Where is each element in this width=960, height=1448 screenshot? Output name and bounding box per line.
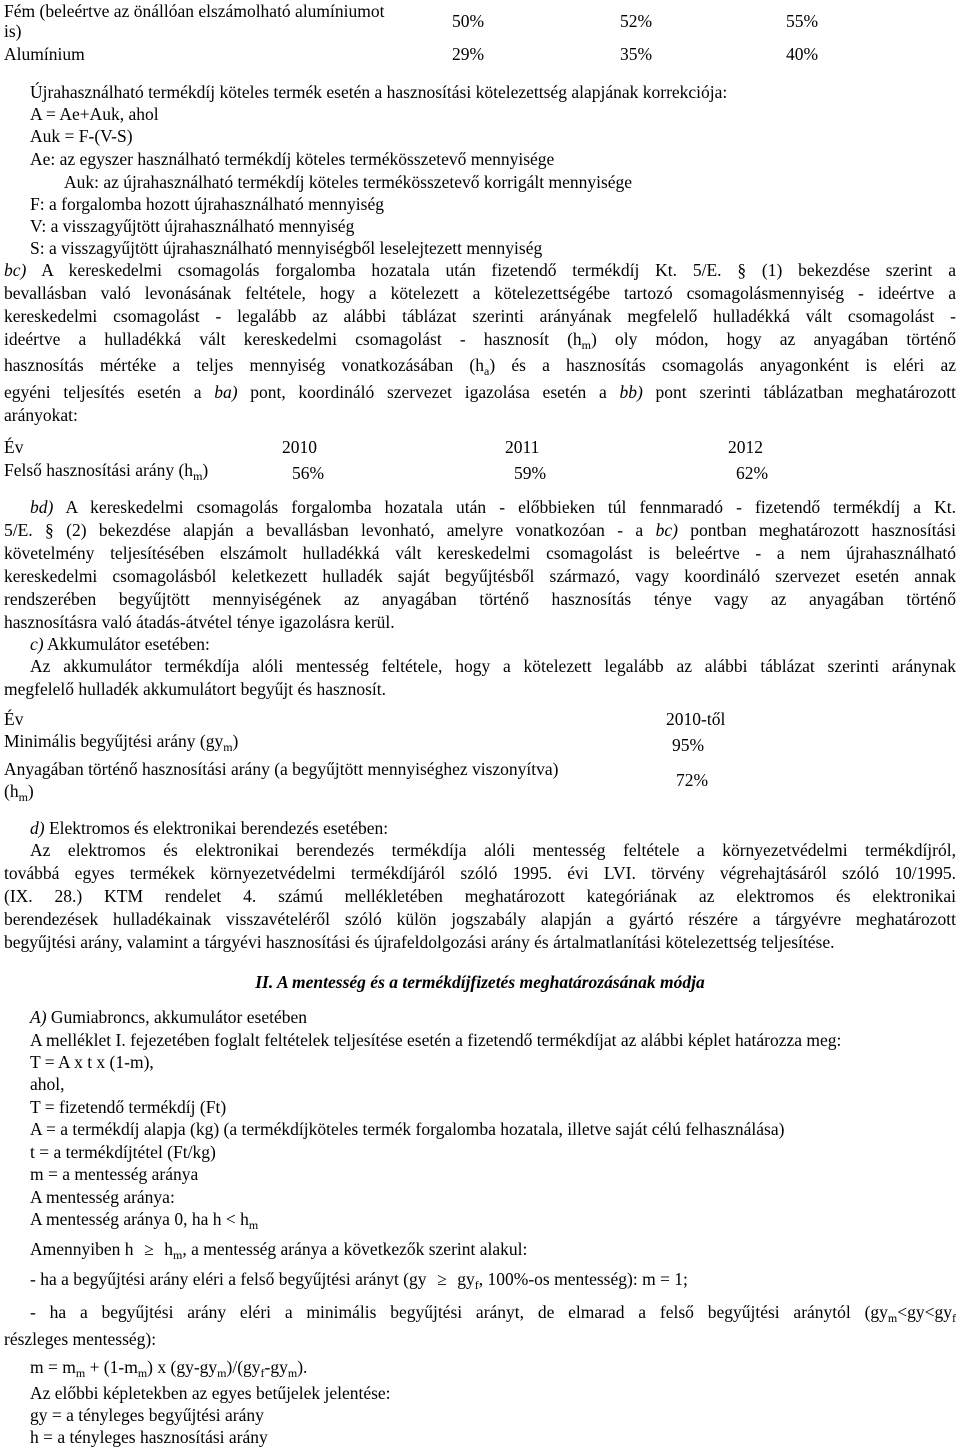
formula-line: $m = m_m + (1-m_m)$ x $(gy-gy_m)/(gy_f-gy_m)$. [30,1357,308,1380]
paragraph-line: ahol, [30,1074,65,1094]
table-header-year: 2012 [728,437,763,457]
table-row-metal-label-cont: is) [4,21,22,41]
section-title: d) Elektromos és elektronikai berendezés esetében: [30,818,389,838]
table-cell: 55% [786,11,819,31]
paragraph-line: Az akkumulátor termékdíja alóli mentesség feltétele, hogy a kötelezett legalább az alábbi táblázat szerinti aránynak [30,656,956,676]
table-cell: 29% [452,44,485,64]
paragraph-line: továbbá egyes termékek környezetvédelmi termékdíjáról szóló 1995. évi LVI. törvény végrehajtásáról szóló 10/1995. [4,863,956,883]
definition-line: h = a tényleges hasznosítási arány [30,1427,268,1447]
definition-line: A = a termékdíj alapja (kg) (a termékdíjköteles termék forgalomba hozatala, illetve saját célú felhasználása) [30,1119,785,1139]
definition-line: Ae: az egyszer használható termékdíj köteles termékösszetevő mennyisége [30,149,555,169]
table-cell: 56% [292,463,325,483]
paragraph-line: ideértve a hulladékká vált kereskedelmi csomagolást - hasznosít $(h_m)$ oly módon, hogy az anyagában történő [4,329,956,352]
paragraph-line: Az elektromos és elektronikai berendezés termékdíja alóli mentesség feltétele a környezetvédelmi termékdíjról, [30,840,956,860]
table-row-aluminium-label: Alumínium [4,44,85,64]
paragraph-line: követelmény teljesítésében elszámolt hulladékká vált kereskedelmi csomagolást is beleértve - a nem újrahasználható [4,543,956,563]
paragraph-line: hasznosítás mértéke a teljes mennyiség vonatkozásában $(h_a)$ és a hasznosítás csomagolás anyagonként is eléri az [4,355,956,378]
section-heading: II. A mentesség és a termékdíjfizetés meghatározásának módja [255,972,705,992]
paragraph-line: 5/E. § (2) bekezdése alapján a bevallásban levonható, amelyre vonatkozóan - a bc) pontban meghatározott hasznosítási [4,520,957,540]
table-row-metal-label: Fém (beleértve az önállóan elszámolható alumíniumot [4,1,385,21]
definition-line: T = fizetendő termékdíj (Ft) [30,1097,227,1117]
paragraph-line: bd) A kereskedelmi csomagolás forgalomba hozatala után - előbbieken túl fennmaradó - fizetendő termékdíj a Kt. [30,497,956,517]
definition-line: V: a visszagyűjtött újrahasználható mennyiség [30,216,355,236]
definition-line: S: a visszagyűjtött újrahasználható mennyiségből leselejtezett mennyiség [30,238,543,258]
paragraph-line: Amennyiben $h \ge h_m$, a mentesség aránya a következők szerint alakul: [30,1239,528,1262]
paragraph-line: arányokat: [4,405,78,425]
table-header-year: 2011 [505,437,540,457]
paragraph-line: - ha a begyűjtési arány eléri a felső begyűjtési arányt ($gy \ge gy_f$, 100%-os mentesség): m = 1; [30,1269,688,1292]
paragraph-line: A mentesség aránya: [30,1187,175,1207]
paragraph-line: begyűjtési arány, valamint a tárgyévi hasznosítási és újrafeldolgozási arány és ártalmatlanítási kötelezettség teljesítése. [4,932,835,952]
table-row-label: Minimális begyűjtési arány $(gy_m)$ [4,731,239,754]
paragraph-line: kereskedelmi csomagolásból keletkezett hulladék saját begyűjtésből származó, vagy koordináló szervezet esetén annak [4,566,956,586]
definition-line: Auk: az újrahasználható termékdíj köteles termékösszetevő korrigált mennyisége [64,172,633,192]
table-cell: 72% [676,770,709,790]
definition-line: gy = a tényleges begyűjtési arány [30,1405,264,1425]
paragraph-line: kereskedelmi csomagolást - legalább az alábbi táblázat szerinti arányának megfelelő hulladékká vált csomagolást - [4,306,956,326]
table-cell: 50% [452,11,485,31]
table-header-label: Év [4,709,24,729]
paragraph-line: - ha a begyűjtési arány eléri a minimális begyűjtési arányt, de elmarad a felső begyűjtési aránytól ($gy_m<gy<gy_f$ [30,1302,956,1325]
paragraph-line: A melléklet I. fejezetében foglalt feltételek teljesítése esetén a fizetendő termékdíjat az alábbi képlet határozza meg: [30,1030,842,1050]
table-row-label: Anyagában történő hasznosítási arány (a begyűjtött mennyiséghez viszonyítva) [4,759,559,779]
formula-line: A = Ae+Auk, ahol [30,104,159,124]
paragraph-line: bevallásban való levonásának feltétele, hogy a kötelezett a kötelezettségébe tartozó csomagolásmennyiség - ideértve a [4,283,956,303]
paragraph-line: rendszerében begyűjtött mennyiségének az anyagában történő hasznosítás ténye vagy az anyagában történő [4,589,956,609]
paragraph-line: bc) A kereskedelmi csomagolás forgalomba hozatala után fizetendő termékdíj Kt. 5/E. § (1) bekezdése szerint a [4,260,956,280]
table-cell: 52% [620,11,653,31]
paragraph-line: (IX. 28.) KTM rendelet 4. számú mellékletében meghatározott kategóriának az elektromos és elektronikai [4,886,956,906]
formula-line: T = A x t x (1-m), [30,1052,154,1072]
item-label: bc) [4,260,27,280]
table-row-label-cont: $(h_m)$ [4,781,34,804]
formula-line: Auk = F-(V-S) [30,126,133,146]
item-label: bd) [30,497,54,517]
table-cell: 35% [620,44,653,64]
table-cell: 62% [736,463,769,483]
definition-line: t = a termékdíjtétel (Ft/kg) [30,1142,216,1162]
table-header-label: Év [4,437,24,457]
paragraph-line: egyéni teljesítés esetén a ba) pont, koordináló szervezet igazolása esetén a bb) pont szerinti táblázatban meghatározott [4,382,957,402]
paragraph-line: berendezések hulladékainak visszavételéről szóló külön jogszabály alapján a gyártó részére a tárgyévre meghatározott [4,909,956,929]
subsection-title: A) Gumiabroncs, akkumulátor esetében [30,1007,308,1027]
table-cell: 59% [514,463,547,483]
table-cell: 40% [786,44,819,64]
paragraph-line: megfelelő hulladék akkumulátort begyűjt és hasznosít. [4,679,386,699]
definition-line: F: a forgalomba hozott újrahasználható mennyiség [30,194,384,214]
table-header-year: 2010 [282,437,317,457]
table-header-year: 2010-től [666,709,726,729]
table-cell: 95% [672,735,705,755]
table-row-label: Felső hasznosítási arány $(h_m)$ [4,460,209,483]
section-title: c) Akkumulátor esetében: [30,634,210,654]
paragraph-line: A mentesség aránya 0, ha $h < h_m$ [30,1209,259,1232]
paragraph-line: hasznosításra való átadás-átvétel ténye igazolásra kerül. [4,612,395,632]
definition-line: m = a mentesség aránya [30,1164,199,1184]
correction-heading: Újrahasználható termékdíj köteles termék esetén a hasznosítási kötelezettség alapjának korrekciója: [30,82,728,102]
paragraph-line: Az előbbi képletekben az egyes betűjelek jelentése: [30,1383,391,1403]
paragraph-line: részleges mentesség): [4,1329,157,1349]
